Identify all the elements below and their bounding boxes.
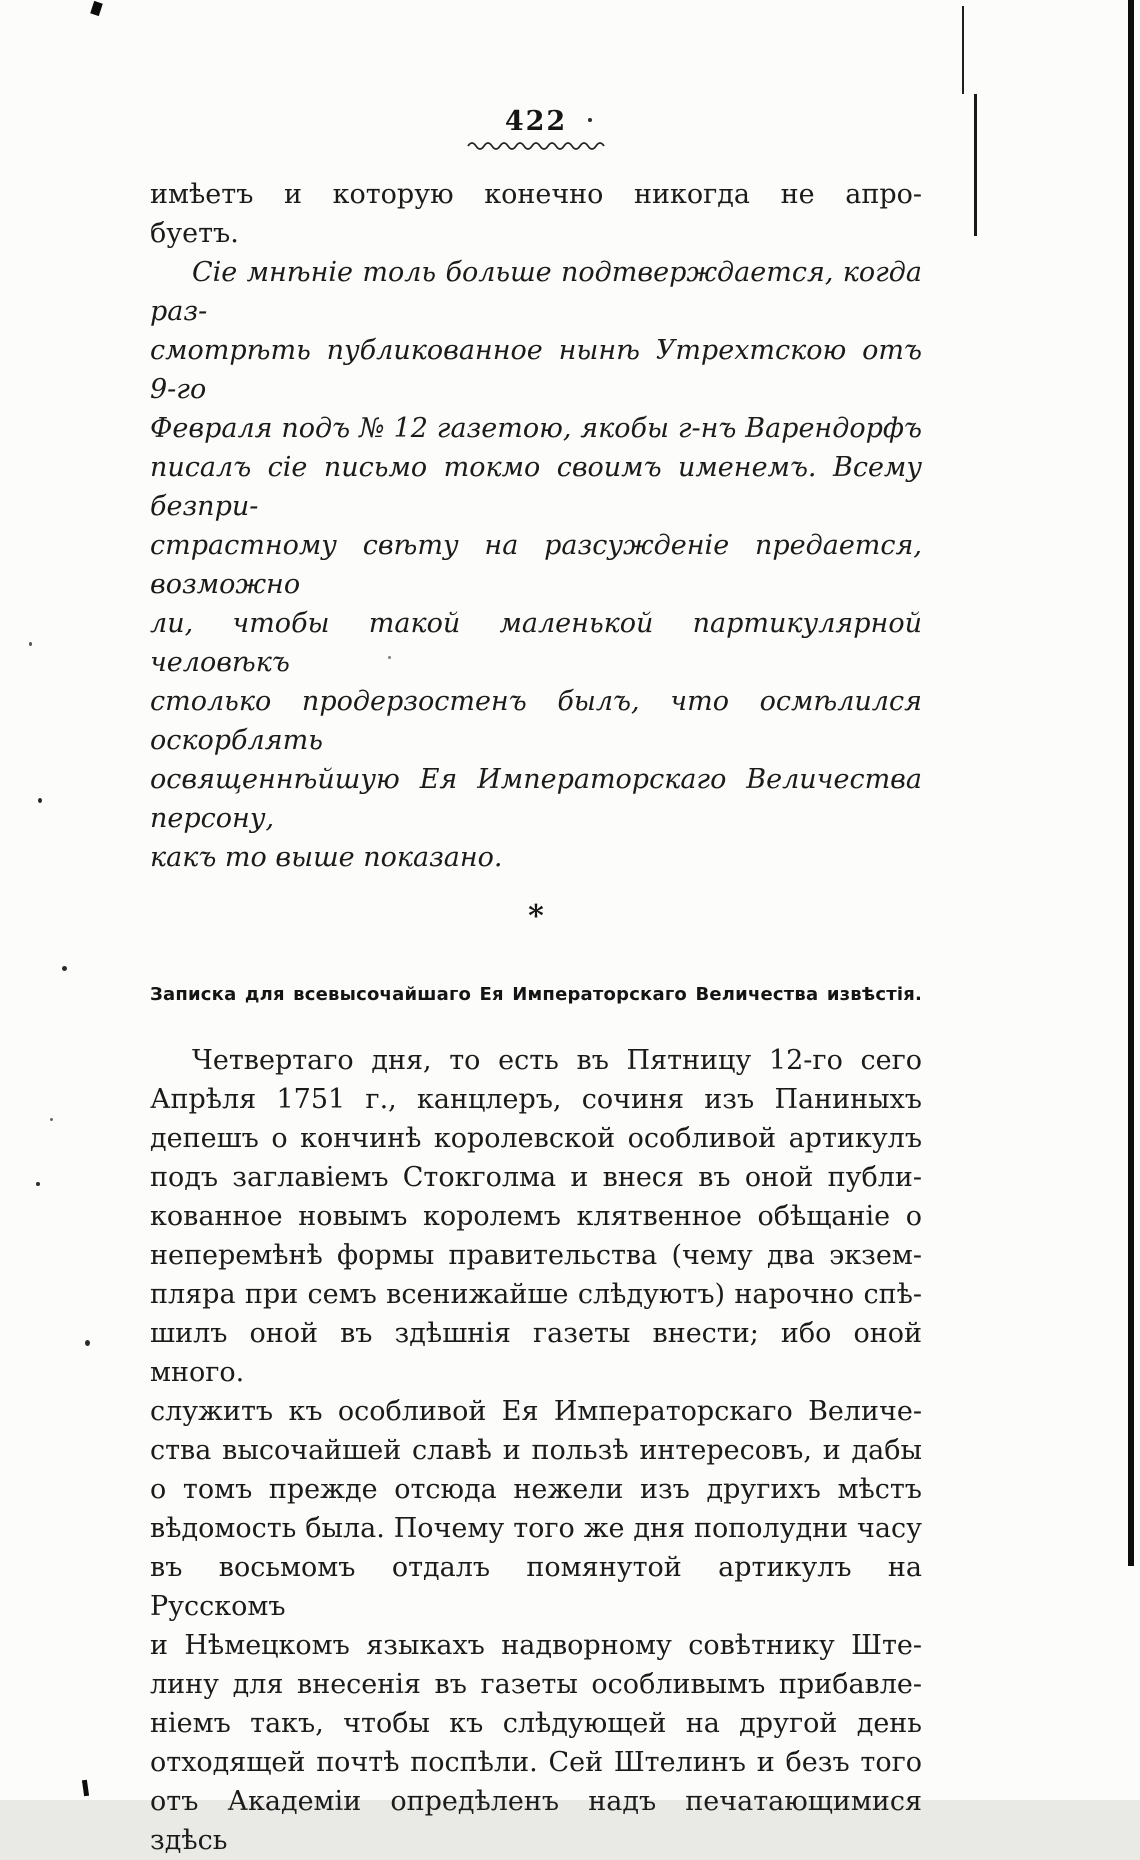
text-line: смотрѣть публикованное нынѣ Утрехтскою отъ 9-го xyxy=(150,335,922,405)
text-line: какъ то выше показано. xyxy=(150,842,503,873)
scan-artifact-top-left-mark xyxy=(90,1,103,16)
text-line: Сіе мнѣніе толь больше подтверждается, когда раз- xyxy=(150,257,922,327)
text-line: Четвертаго дня, то есть въ Пятницу 12-го сего xyxy=(192,1045,922,1076)
paragraph-continuation xyxy=(150,175,922,253)
text-line: шилъ оной въ здѣшнія газеты внести; ибо оной много. xyxy=(150,1318,922,1388)
scan-speck xyxy=(62,966,67,971)
text-line: въ восьмомъ отдалъ помянутой артикулъ на Русскомъ xyxy=(150,1552,922,1622)
page-number: 422 xyxy=(504,106,568,137)
text-line: освященнѣйшую Ея Императорскаго Величества персону, xyxy=(150,764,922,834)
scan-artifact-right-edge-bar xyxy=(1128,0,1134,1566)
scan-artifact-top-tick-1 xyxy=(962,6,964,94)
scan-speck xyxy=(85,1340,90,1346)
scan-speck xyxy=(50,1118,53,1121)
scan-artifact-top-tick-2 xyxy=(974,94,977,236)
text-line: и Нѣмецкомъ языкахъ надворному совѣтнику Ште- xyxy=(150,1630,922,1661)
page-number-row xyxy=(150,106,922,151)
text-line: страстному свѣту на разсужденіе предается, возможно xyxy=(150,530,922,600)
text-line: неперемѣнѣ формы правительства (чему два экзем- xyxy=(150,1240,922,1271)
text-line: ніемъ такъ, чтобы къ слѣдующей на другой день xyxy=(150,1708,922,1739)
text-line: кованное новымъ королемъ клятвенное обѣщаніе о xyxy=(150,1201,922,1232)
scan-speck xyxy=(38,798,42,803)
text-line: Февраля подъ № 12 газетою, якобы г-нъ Варендорфъ xyxy=(150,413,922,444)
text-line: ства высочайшей славѣ и пользѣ интересовъ, и дабы xyxy=(150,1435,922,1466)
squiggle-underline-icon xyxy=(466,139,606,151)
text-line: ли, чтобы такой маленькой партикулярной человѣкъ xyxy=(150,608,922,678)
text-line: отъ Академіи опредѣленъ надъ печатающимися здѣсь xyxy=(150,1786,922,1856)
text-line: писалъ сіе письмо токмо своимъ именемъ. Всему безпри- xyxy=(150,452,922,522)
text-line: о томъ прежде отсюда нежели изъ другихъ мѣстъ xyxy=(150,1474,922,1505)
scan-artifact-bottom-left-mark xyxy=(82,1780,89,1797)
text-line: депешъ о кончинѣ королевской особливой артикулъ xyxy=(150,1123,922,1154)
text-column xyxy=(150,0,922,1860)
text-line: служитъ къ особливой Ея Императорскаго Величе- xyxy=(150,1396,922,1427)
text-line: пляра при семъ всенижайше слѣдуютъ) нарочно спѣ- xyxy=(150,1279,922,1310)
paragraph-main xyxy=(150,1041,922,1860)
scan-speck xyxy=(36,1182,40,1186)
scan-speck xyxy=(588,118,592,122)
scan-speck xyxy=(388,656,391,659)
paragraph-italic-commentary xyxy=(150,253,922,877)
text-line: столько продерзостенъ былъ, что осмѣлился оскорблять xyxy=(150,686,922,756)
section-separator-asterisk: * xyxy=(528,899,544,934)
text-line: буетъ. xyxy=(150,218,239,249)
text-line: имѣетъ и которую конечно никогда не апро- xyxy=(150,179,922,210)
text-line: Апрѣля 1751 г., канцлеръ, сочиня изъ Паниныхъ xyxy=(150,1084,922,1115)
text-line: подъ заглавіемъ Стокголма и внеся въ оной публи- xyxy=(150,1162,922,1193)
text-line: отходящей почтѣ поспѣли. Сей Штелинъ и безъ того xyxy=(150,1747,922,1778)
section-heading: Записка для всевысочайшаго Ея Императорскаго Величества извѣстія. xyxy=(150,984,922,1005)
text-line: лину для внесенія въ газеты особливымъ прибавле- xyxy=(150,1669,922,1700)
text-line: вѣдомость была. Почему того же дня пополудни часу xyxy=(150,1513,922,1544)
scan-speck xyxy=(29,642,32,646)
